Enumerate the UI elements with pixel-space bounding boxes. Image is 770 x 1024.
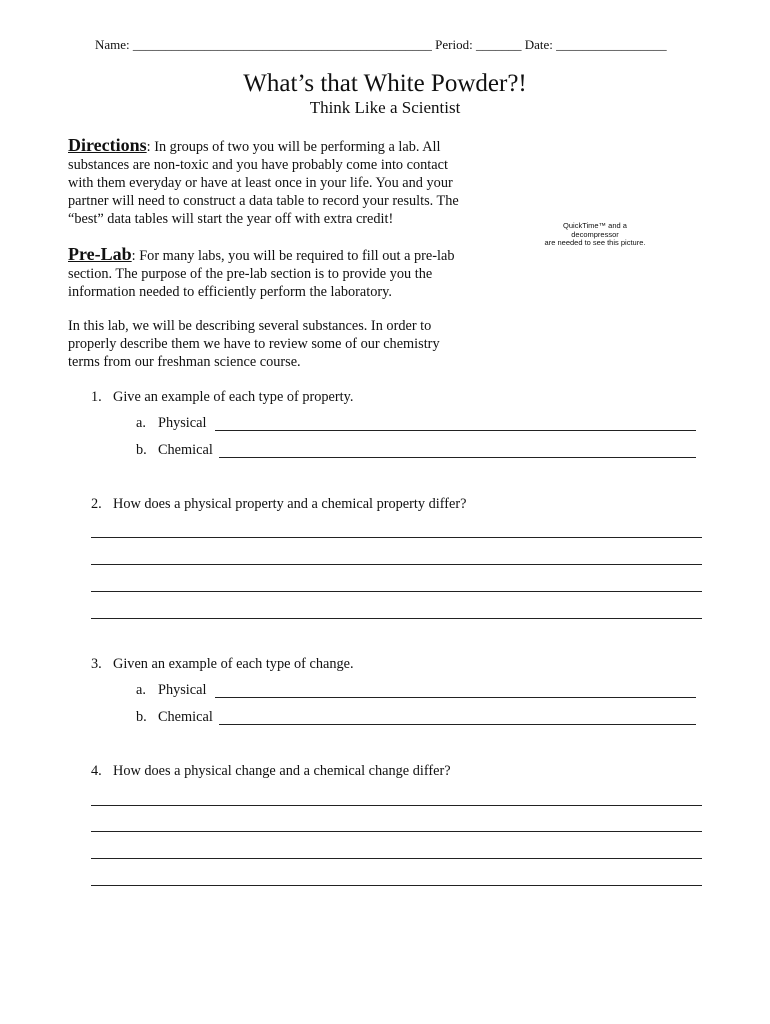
question-3	[91, 656, 354, 673]
q1-subitem-b	[136, 442, 213, 459]
q1-subitem-a	[136, 415, 206, 432]
intro-line: terms from our freshman science course.	[68, 354, 301, 370]
prelab-label: Pre-Lab	[68, 244, 132, 264]
answer-line[interactable]	[91, 858, 702, 859]
header-fields: Name: ______________________________________________ Period: _______ Date: _________________	[95, 37, 667, 52]
question-1	[91, 389, 353, 406]
question-number: 2.	[91, 496, 102, 512]
question-4	[91, 763, 451, 780]
subitem-letter: a.	[136, 415, 146, 431]
answer-line[interactable]	[91, 618, 702, 619]
answer-line[interactable]	[91, 564, 702, 565]
subitem-label: Physical	[158, 682, 207, 698]
answer-line[interactable]	[219, 457, 696, 458]
prelab-line: : For many labs, you will be required to fill out a pre-lab	[131, 248, 455, 264]
answer-line[interactable]	[91, 805, 702, 806]
intro-line: In this lab, we will be describing several substances. In order to	[68, 318, 432, 334]
directions-line: “best” data tables will start the year off with extra credit!	[68, 211, 394, 227]
prelab-line: information needed to efficiently perform the laboratory.	[68, 284, 392, 300]
placeholder-text: QuickTime™ and a	[563, 221, 627, 230]
subitem-letter: a.	[136, 682, 146, 698]
intro-paragraph	[68, 317, 508, 371]
answer-line[interactable]	[91, 537, 702, 538]
subitem-label: Chemical	[158, 709, 213, 725]
directions-paragraph	[68, 136, 508, 228]
directions-line: with them everyday or have at least once in your life. You and your	[68, 175, 453, 191]
prelab-paragraph	[68, 245, 508, 301]
directions-line: partner will need to construct a data table to record your results. The	[68, 193, 459, 209]
intro-line: properly describe them we have to review some of our chemistry	[68, 336, 440, 352]
image-placeholder	[530, 222, 660, 248]
answer-line[interactable]	[91, 831, 702, 832]
directions-label: Directions	[68, 135, 147, 155]
question-text: How does a physical change and a chemical change differ?	[113, 763, 451, 779]
subitem-letter: b.	[136, 442, 147, 458]
directions-line: : In groups of two you will be performing a lab. All	[146, 139, 441, 155]
q3-subitem-a	[136, 682, 206, 699]
question-text: How does a physical property and a chemical property differ?	[113, 496, 467, 512]
answer-line[interactable]	[215, 430, 696, 431]
placeholder-text: decompressor	[571, 229, 619, 239]
q3-subitem-b	[136, 709, 213, 726]
question-2	[91, 496, 466, 513]
placeholder-text: are needed to see this picture.	[544, 238, 646, 247]
question-number: 4.	[91, 763, 102, 779]
answer-line[interactable]	[219, 724, 696, 725]
subitem-label: Physical	[158, 415, 207, 431]
question-text: Given an example of each type of change.	[113, 656, 354, 672]
page-title: What’s that White Powder?!	[243, 70, 527, 97]
directions-line: substances are non-toxic and you have probably come into contact	[68, 157, 448, 173]
subitem-label: Chemical	[158, 442, 213, 458]
question-number: 1.	[91, 389, 102, 405]
answer-line[interactable]	[91, 885, 702, 886]
question-number: 3.	[91, 656, 102, 672]
page-subtitle: Think Like a Scientist	[309, 98, 461, 117]
answer-line[interactable]	[215, 697, 696, 698]
question-text: Give an example of each type of property.	[113, 389, 354, 405]
prelab-line: section. The purpose of the pre-lab section is to provide you the	[68, 266, 433, 282]
answer-line[interactable]	[91, 591, 702, 592]
subitem-letter: b.	[136, 709, 147, 725]
